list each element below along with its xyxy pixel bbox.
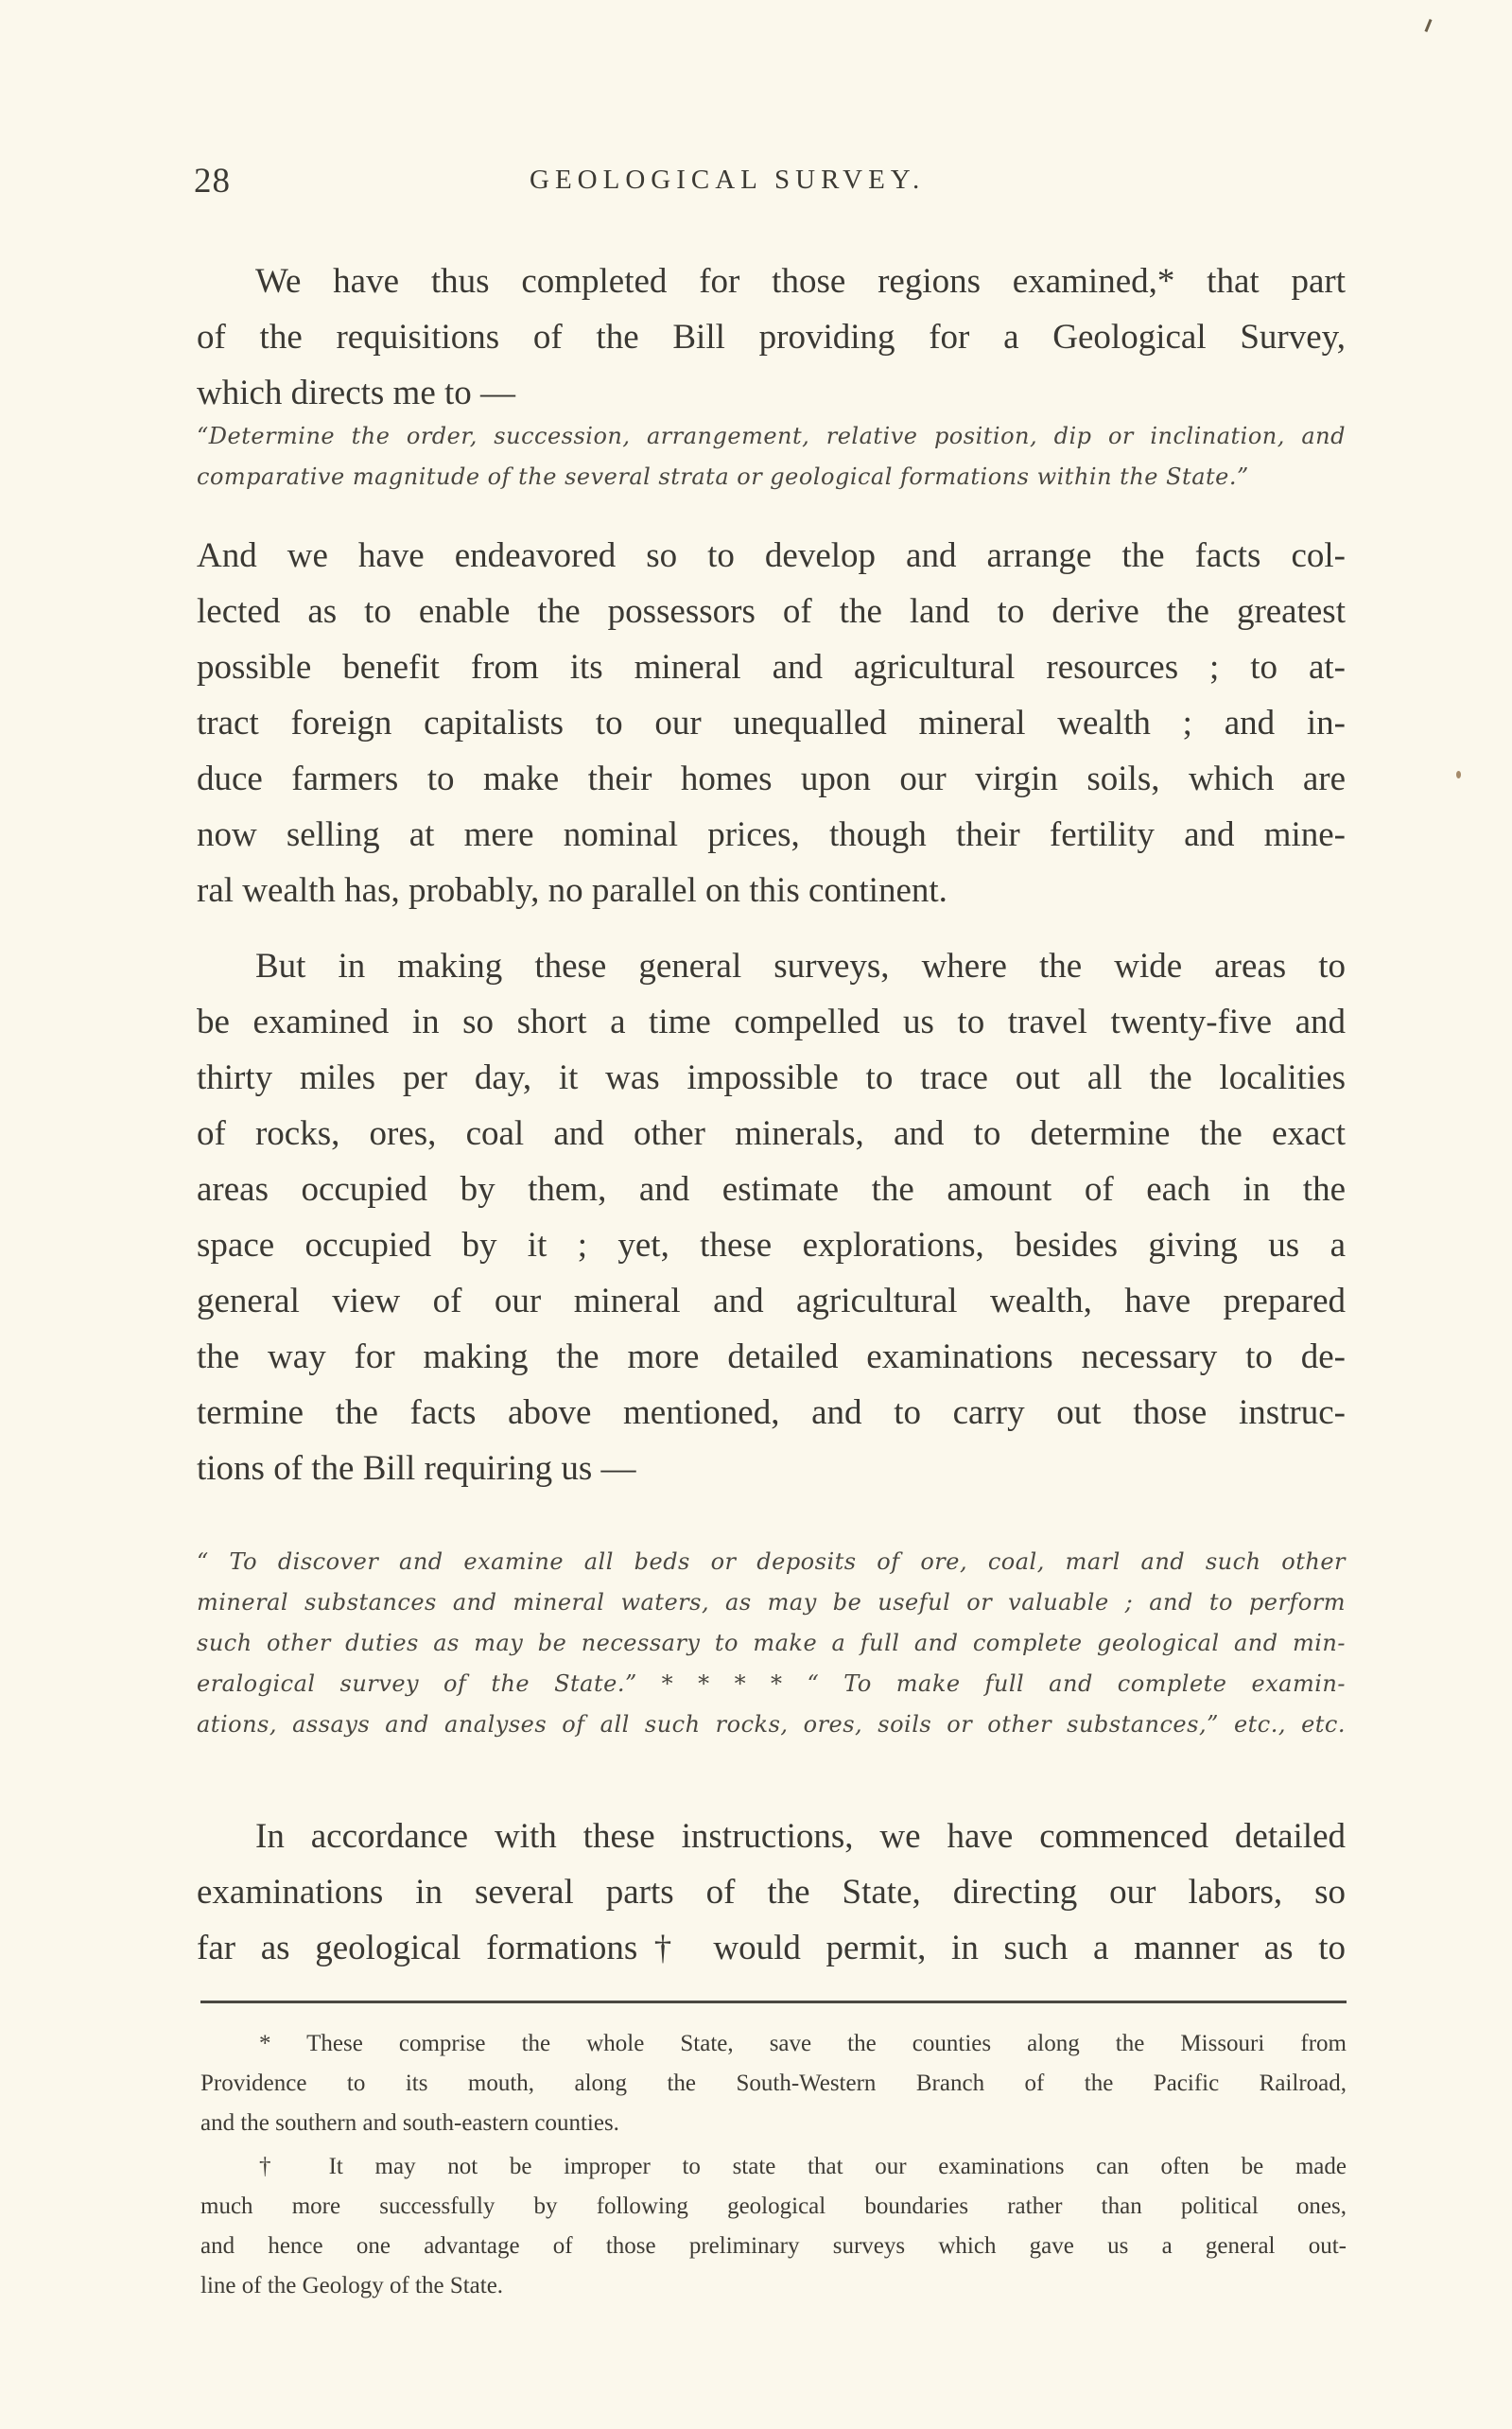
paragraph-3 bbox=[197, 938, 1346, 1496]
quote-line: “Determine the order, succession, arrangement, relative position, dip or inclination, and bbox=[197, 423, 1346, 449]
block-quote-1 bbox=[197, 416, 1346, 498]
text-line: which directs me to — bbox=[197, 374, 516, 412]
footnote-line: and the southern and south-eastern counties. bbox=[200, 2110, 619, 2136]
footnote-divider bbox=[200, 2001, 1347, 2003]
text-line: far as geological formations† would permit, in such a manner as to bbox=[197, 1929, 1346, 1967]
quote-line: comparative magnitude of the several strata or geological formations within the State.” bbox=[197, 463, 1249, 490]
text-line: possible benefit from its mineral and agricultural resources ; to at- bbox=[197, 648, 1346, 687]
text-line: We have thus completed for those regions examined,* that part bbox=[255, 262, 1346, 301]
footnote-line: much more successfully by following geological boundaries rather than political ones, bbox=[200, 2193, 1347, 2219]
paper-speck bbox=[1456, 771, 1461, 778]
quote-line: eralogical survey of the State.” * * * * “ To make full and complete examin- bbox=[197, 1670, 1346, 1697]
footnote-line: and hence one advantage of those preliminary surveys which gave us a general out- bbox=[200, 2233, 1347, 2259]
text-line: tract foreign capitalists to our unequalled mineral wealth ; and in- bbox=[197, 704, 1346, 743]
block-quote-2 bbox=[197, 1542, 1346, 1745]
text-line: examinations in several parts of the State, directing our labors, so bbox=[197, 1873, 1346, 1912]
footnote-line: line of the Geology of the State. bbox=[200, 2273, 504, 2298]
text-line: tions of the Bill requiring us — bbox=[197, 1449, 636, 1488]
running-head: GEOLOGICAL SURVEY. bbox=[530, 165, 926, 195]
quote-line: ations, assays and analyses of all such rocks, ores, soils or other substances,” etc., etc. bbox=[197, 1711, 1346, 1738]
footnote-line: Providence to its mouth, along the South-Western Branch of the Pacific Railroad, bbox=[200, 2071, 1347, 2096]
footnote-line: * These comprise the whole State, save the counties along the Missouri from bbox=[259, 2031, 1347, 2056]
footnote-line: † It may not be improper to state that our examinations can often be made bbox=[259, 2154, 1347, 2179]
footnotes bbox=[200, 2024, 1347, 2306]
footnote-2 bbox=[200, 2147, 1347, 2306]
footnote-1 bbox=[200, 2024, 1347, 2143]
text-line: termine the facts above mentioned, and to carry out those instruc- bbox=[197, 1393, 1346, 1432]
text-line: duce farmers to make their homes upon our virgin soils, which are bbox=[197, 760, 1346, 798]
text-line: But in making these general surveys, where the wide areas to bbox=[255, 947, 1346, 986]
text-line: ral wealth has, probably, no parallel on this continent. bbox=[197, 871, 947, 910]
quote-line: “ To discover and examine all beds or deposits of ore, coal, marl and such other bbox=[197, 1548, 1346, 1575]
text-line: the way for making the more detailed examinations necessary to de- bbox=[197, 1337, 1346, 1376]
paragraph-4 bbox=[197, 1809, 1346, 1976]
page-header bbox=[194, 161, 1347, 208]
text-line: general view of our mineral and agricultural wealth, have prepared bbox=[197, 1282, 1346, 1320]
text-line: And we have endeavored so to develop and arrange the facts col- bbox=[197, 536, 1346, 575]
text-line: be examined in so short a time compelled us to travel twenty-five and bbox=[197, 1003, 1346, 1041]
quote-line: mineral substances and mineral waters, as may be useful or valuable ; and to perform bbox=[197, 1589, 1346, 1616]
text-line: thirty miles per day, it was impossible to trace out all the localities bbox=[197, 1058, 1346, 1097]
text-line: now selling at mere nominal prices, though their fertility and mine- bbox=[197, 815, 1346, 854]
text-line: space occupied by it ; yet, these explorations, besides giving us a bbox=[197, 1226, 1346, 1265]
text-line: In accordance with these instructions, we have commenced detailed bbox=[255, 1817, 1346, 1856]
text-line: lected as to enable the possessors of the land to derive the greatest bbox=[197, 592, 1346, 631]
paragraph-1 bbox=[197, 253, 1346, 421]
paragraph-2 bbox=[197, 528, 1346, 918]
text-line: of the requisitions of the Bill providing for a Geological Survey, bbox=[197, 318, 1346, 357]
margin-pencil-mark bbox=[1424, 19, 1432, 32]
text-line: of rocks, ores, coal and other minerals, and to determine the exact bbox=[197, 1114, 1346, 1153]
page-number: 28 bbox=[194, 162, 231, 201]
quote-line: such other duties as may be necessary to make a full and complete geological and min- bbox=[197, 1630, 1346, 1656]
text-line: areas occupied by them, and estimate the amount of each in the bbox=[197, 1170, 1346, 1209]
